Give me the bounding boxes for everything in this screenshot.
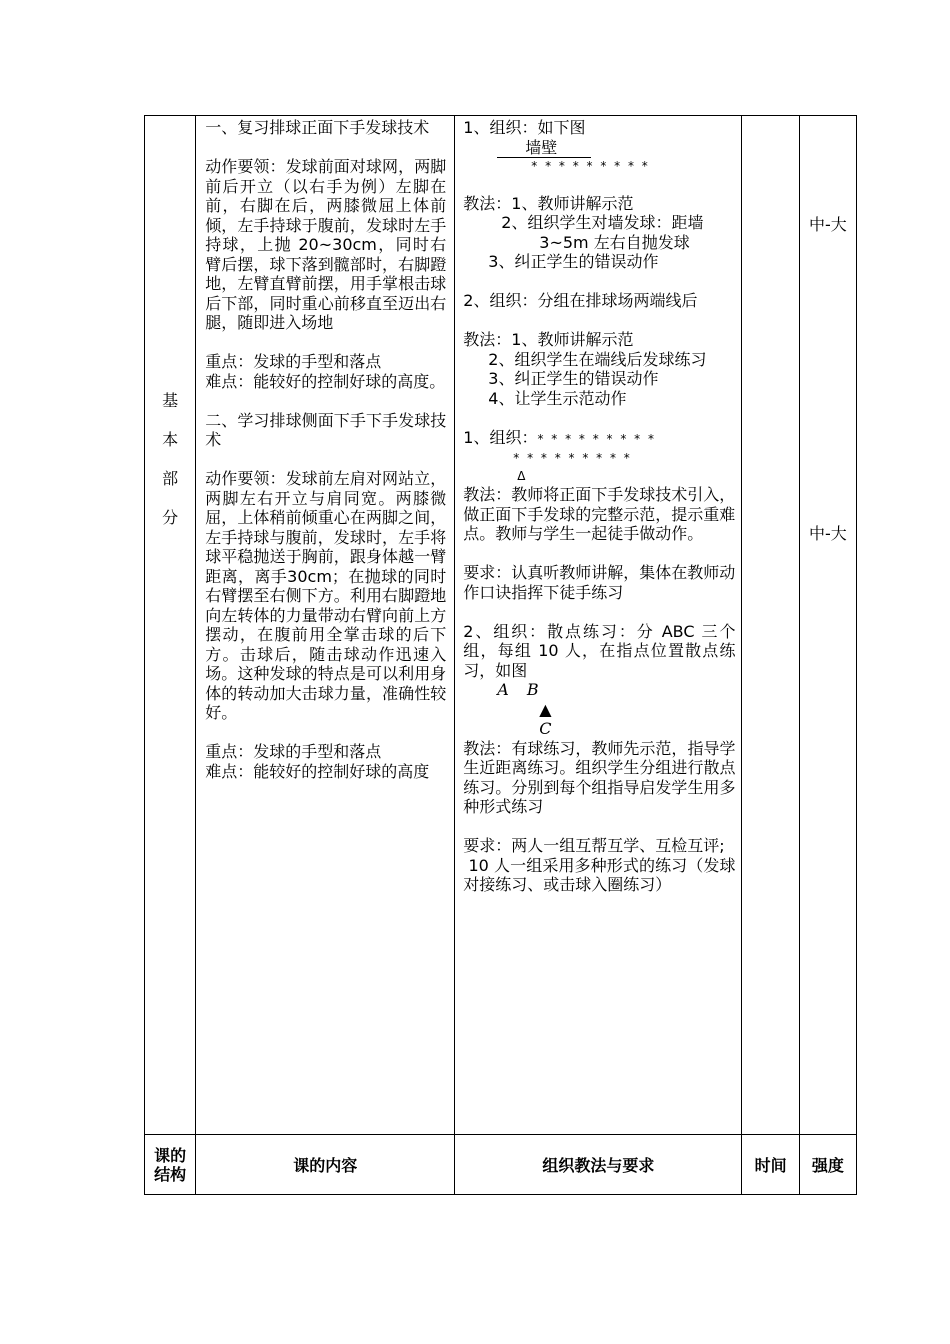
section-label-char: 基	[162, 391, 179, 410]
method-requirement-4a: 要求：两人一组互帮互学、互检互评;	[463, 836, 725, 855]
intensity-value-1: 中-大	[808, 215, 847, 234]
method-teach1-item2: 2、组织学生对墙发球：距墙	[501, 213, 704, 232]
header-structure	[145, 1135, 196, 1195]
position-triangle: ▲	[539, 699, 552, 719]
header-method: 组织教法与要求	[455, 1135, 742, 1195]
method-teach2-item4: 4、让学生示范动作	[488, 388, 627, 408]
content-title-2: 二、学习排球侧面下手下手发球技术	[205, 410, 447, 449]
intensity-value-2: 中-大	[808, 524, 847, 543]
section-label-char: 本	[162, 430, 179, 449]
header-content: 课的内容	[196, 1135, 455, 1195]
header-intensity: 强度	[799, 1135, 856, 1195]
content-difficulty-2: 难点：能较好的控制好球的高度	[205, 761, 430, 781]
formation-stars-row-2: * * * * * * * * *	[513, 451, 632, 465]
section-label-char: 部	[162, 469, 179, 488]
method-teach-4: 教法：有球练习，教师先示范，指导学生近距离练习。组织学生分组进行散点练习。分别到每个组指导启发学生用多种形式练习	[463, 738, 736, 816]
header-structure-line-2: 结构	[154, 1164, 187, 1184]
method-requirement-4b: 10 人一组采用多种形式的练习（发球对接练习、或击球入圈练习）	[463, 855, 736, 894]
formation-stars-row-1: * * * * * * * * *	[537, 431, 656, 446]
time-cell	[742, 116, 799, 1135]
method-teach2-title: 教法：1、教师讲解示范	[463, 330, 634, 349]
method-cell	[455, 116, 742, 1135]
lesson-plan-table	[144, 115, 857, 1195]
position-c: C	[539, 719, 552, 738]
section-label-cell	[145, 116, 196, 1135]
method-org-3-label: 1、组织：	[463, 427, 538, 447]
method-org-1: 1、组织：如下图	[463, 118, 586, 137]
intensity-cell	[799, 116, 856, 1135]
position-a: A	[497, 680, 509, 699]
header-structure-line-1: 课的	[154, 1145, 187, 1165]
content-cell	[196, 116, 455, 1135]
method-teach1-title: 教法：1、教师讲解示范	[463, 193, 634, 213]
basic-section-row	[145, 116, 857, 1135]
formation-stars: * * * * * * * * *	[531, 159, 650, 173]
method-org-4: 2、组织：散点练习：分 ABC 三个组，每组 10 人，在指点位置散点练习，如图	[463, 621, 736, 680]
position-b: B	[526, 680, 539, 699]
content-key-point-1: 重点：发球的手型和落点	[205, 352, 382, 371]
teacher-triangle: Δ	[517, 469, 526, 483]
method-teach1-item2b: 3~5m 左右自抛发球	[539, 232, 690, 252]
method-teach3-a: 教法：教师将正面下手发球技术引入，	[463, 485, 736, 504]
method-teach2-item3: 3、纠正学生的错误动作	[488, 369, 659, 388]
content-essentials-1: 动作要领：发球前面对球网，两脚前后开立（以右手为例）左脚在前，右脚在后，两膝微屈上体前倾，左手持球于腹前，发球时左手持球，上抛 20~30cm，同时右臂后摆，球下落到髋部时，右脚蹬地，左臂直臂前摆，用手掌根击球后下部，同时重心前移直至迈出右腿，随即进入场地	[205, 157, 447, 332]
wall-label: 墙壁	[497, 138, 591, 159]
header-time: 时间	[742, 1135, 799, 1195]
content-essentials-2: 动作要领：发球前左肩对网站立，两脚左右开立与肩同宽。两膝微屈，上体稍前倾重心在两脚之间，左手持球与腹前，发球时，左手将球平稳抛送于胸前，跟身体越一臂距离，离手30cm；在抛球的同时右臂摆至右侧下方。利用右脚蹬地向左转体的力量带动右臂向前上方摆动，在腹前用全掌击球的后下方。击球后，随击球动作迅速入场。这种发球的特点是可以利用身体的转动加大击球力量，准确性较好。	[205, 469, 447, 722]
method-requirement-3: 要求：认真听教师讲解，集体在教师动作口诀指挥下徒手练习	[463, 563, 736, 602]
method-org-2: 2、组织：分组在排球场两端线后	[463, 291, 698, 310]
method-teach3-b: 做正面下手发球的完整示范，提示重难点。教师与学生一起徒手做动作。	[463, 504, 736, 543]
header-row	[145, 1135, 857, 1195]
section-label-char: 分	[162, 508, 179, 527]
method-teach1-item3: 3、纠正学生的错误动作	[488, 252, 659, 271]
content-key-point-2: 重点：发球的手型和落点	[205, 742, 382, 761]
content-title-1: 一、复习排球正面下手发球技术	[205, 118, 430, 137]
section-label	[145, 116, 195, 537]
method-teach2-item2: 2、组织学生在端线后发球练习	[488, 349, 707, 369]
content-difficulty-1: 难点：能较好的控制好球的高度。	[205, 371, 446, 391]
